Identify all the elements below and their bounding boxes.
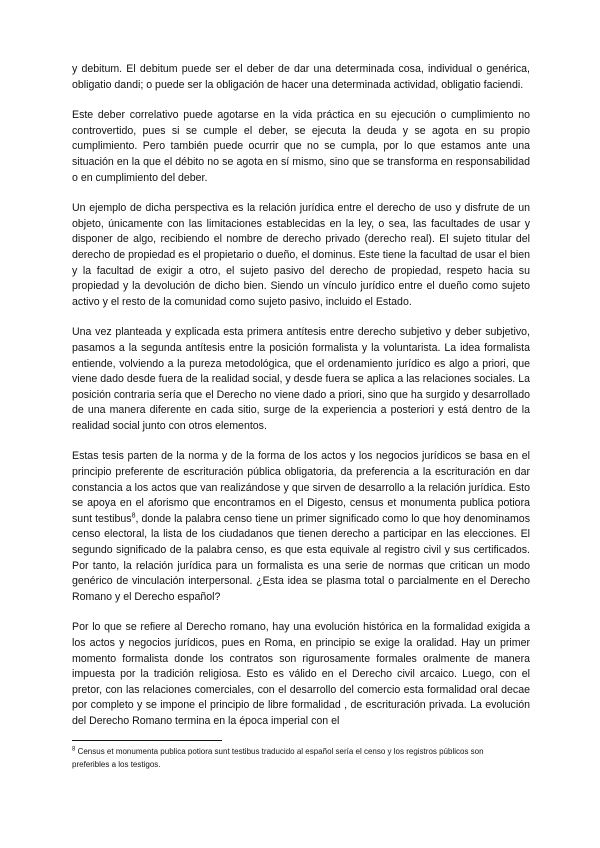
footnote-divider: [72, 740, 222, 741]
paragraph-3: Un ejemplo de dicha perspectiva es la relación jurídica entre el derecho de uso y disfrute de un objeto, únicamente con las limitaciones establecidas en la ley, o sea, las facultades de usar y disponer de algo, recibiendo el nombre de derecho privado (derecho real). El sujeto titular del derecho de propiedad es el propietario o dueño, el dominus. Este tiene la facultad de usar el bien y la facultad de exigir a otro, el sujeto pasivo del derecho de propiedad, respeto hacia su propiedad y la devolución de dicho bien. Siendo un vínculo jurídico entre el dueño como sujeto activo y el resto de la comunidad como sujeto pasivo, incluido el Estado.: [72, 202, 530, 308]
footnote-number: 8: [72, 746, 76, 753]
footnote-reference: 8: [131, 512, 136, 520]
paragraph-5-text-after: , donde la palabra censo tiene un primer significado como lo que hoy denominamos censo electoral, la lista de los ciudadanos que tienen derecho a participar en las elecciones. El segundo significado de la palabra censo, es que esta equivale al registro civil y sus certificados. Por tanto, la relación jurídica para un formalista es una serie de normas que critican un modo genérico de vinculación interpersonal. ¿Esta idea se plasma total o parcialmente en el Derecho Romano y el Derecho español?: [72, 512, 530, 603]
footnote-text: Census et monumenta publica potiora sunt testibus traducido al español sería el censo y los registros públicos son preferibles a los testigos.: [72, 747, 484, 769]
paragraph-6: Por lo que se refiere al Derecho romano, hay una evolución histórica en la formalidad exigida a los actos y negocios jurídicos, pues en Roma, en principio se exige la oralidad. Hay un primer momento formalista donde los contratos son rigurosamente formales oralmente de manera impuesta por la tradición religiosa. Esto es válido en el Derecho civil arcaico. Luego, con el pretor, con las relaciones comerciales, con el desarrollo del comercio esta formalidad oral decae por completo y se impone el principio de libre formalidad , de escrituración privada. La evolución del Derecho Romano termina en la época imperial con el: [72, 621, 530, 727]
paragraph-5: [72, 449, 530, 605]
footnote: [72, 745, 492, 771]
paragraph-2: Este deber correlativo puede agotarse en la vida práctica en su ejecución o cumplimiento no controvertido, pues si se cumple el deber, se ejecuta la deuda y se agota en su propio cumplimiento. Pero también puede ocurrir que no se cumpla, por lo que estamos ante una situación en la que el débito no se agota en sí mismo, sino que se transforma en responsabilidad o en cumplimiento del deber.: [72, 109, 530, 184]
paragraph-4: Una vez planteada y explicada esta primera antítesis entre derecho subjetivo y deber subjetivo, pasamos a la segunda antítesis entre la posición formalista y la voluntarista. La idea formalista entiende, volviendo a la pureza metodológica, que el ordenamiento jurídico es algo a priori, que viene dado desde fuera de la realidad social, y desde fuera se aplica a las relaciones sociales. La posición contraria sería que el Derecho no viene dado a priori, sino que ha surgido y desarrollado de una manera diferente en cada sitio, surge de la experiencia a posteriori y está dentro de la realidad social junto con otros elementos.: [72, 326, 530, 432]
paragraph-1: y debitum. El debitum puede ser el deber de dar una determinada cosa, individual o genérica, obligatio dandi; o puede ser la obligación de hacer una determinada actividad, obligatio faciendi.: [72, 63, 530, 91]
paragraph-5-text-before: Estas tesis parten de la norma y de la forma de los actos y los negocios jurídicos se basa en el principio preferente de escrituración pública obligatoria, da preferencia a la escrituración en dar constancia a los actos que van realizándose y que sirven de desarrollo a la relación jurídica. Esto se apoya en el aforismo que encontramos en el Digesto, census et monumenta publica potiora sunt testibus: [72, 450, 530, 525]
document-body: [72, 62, 530, 745]
